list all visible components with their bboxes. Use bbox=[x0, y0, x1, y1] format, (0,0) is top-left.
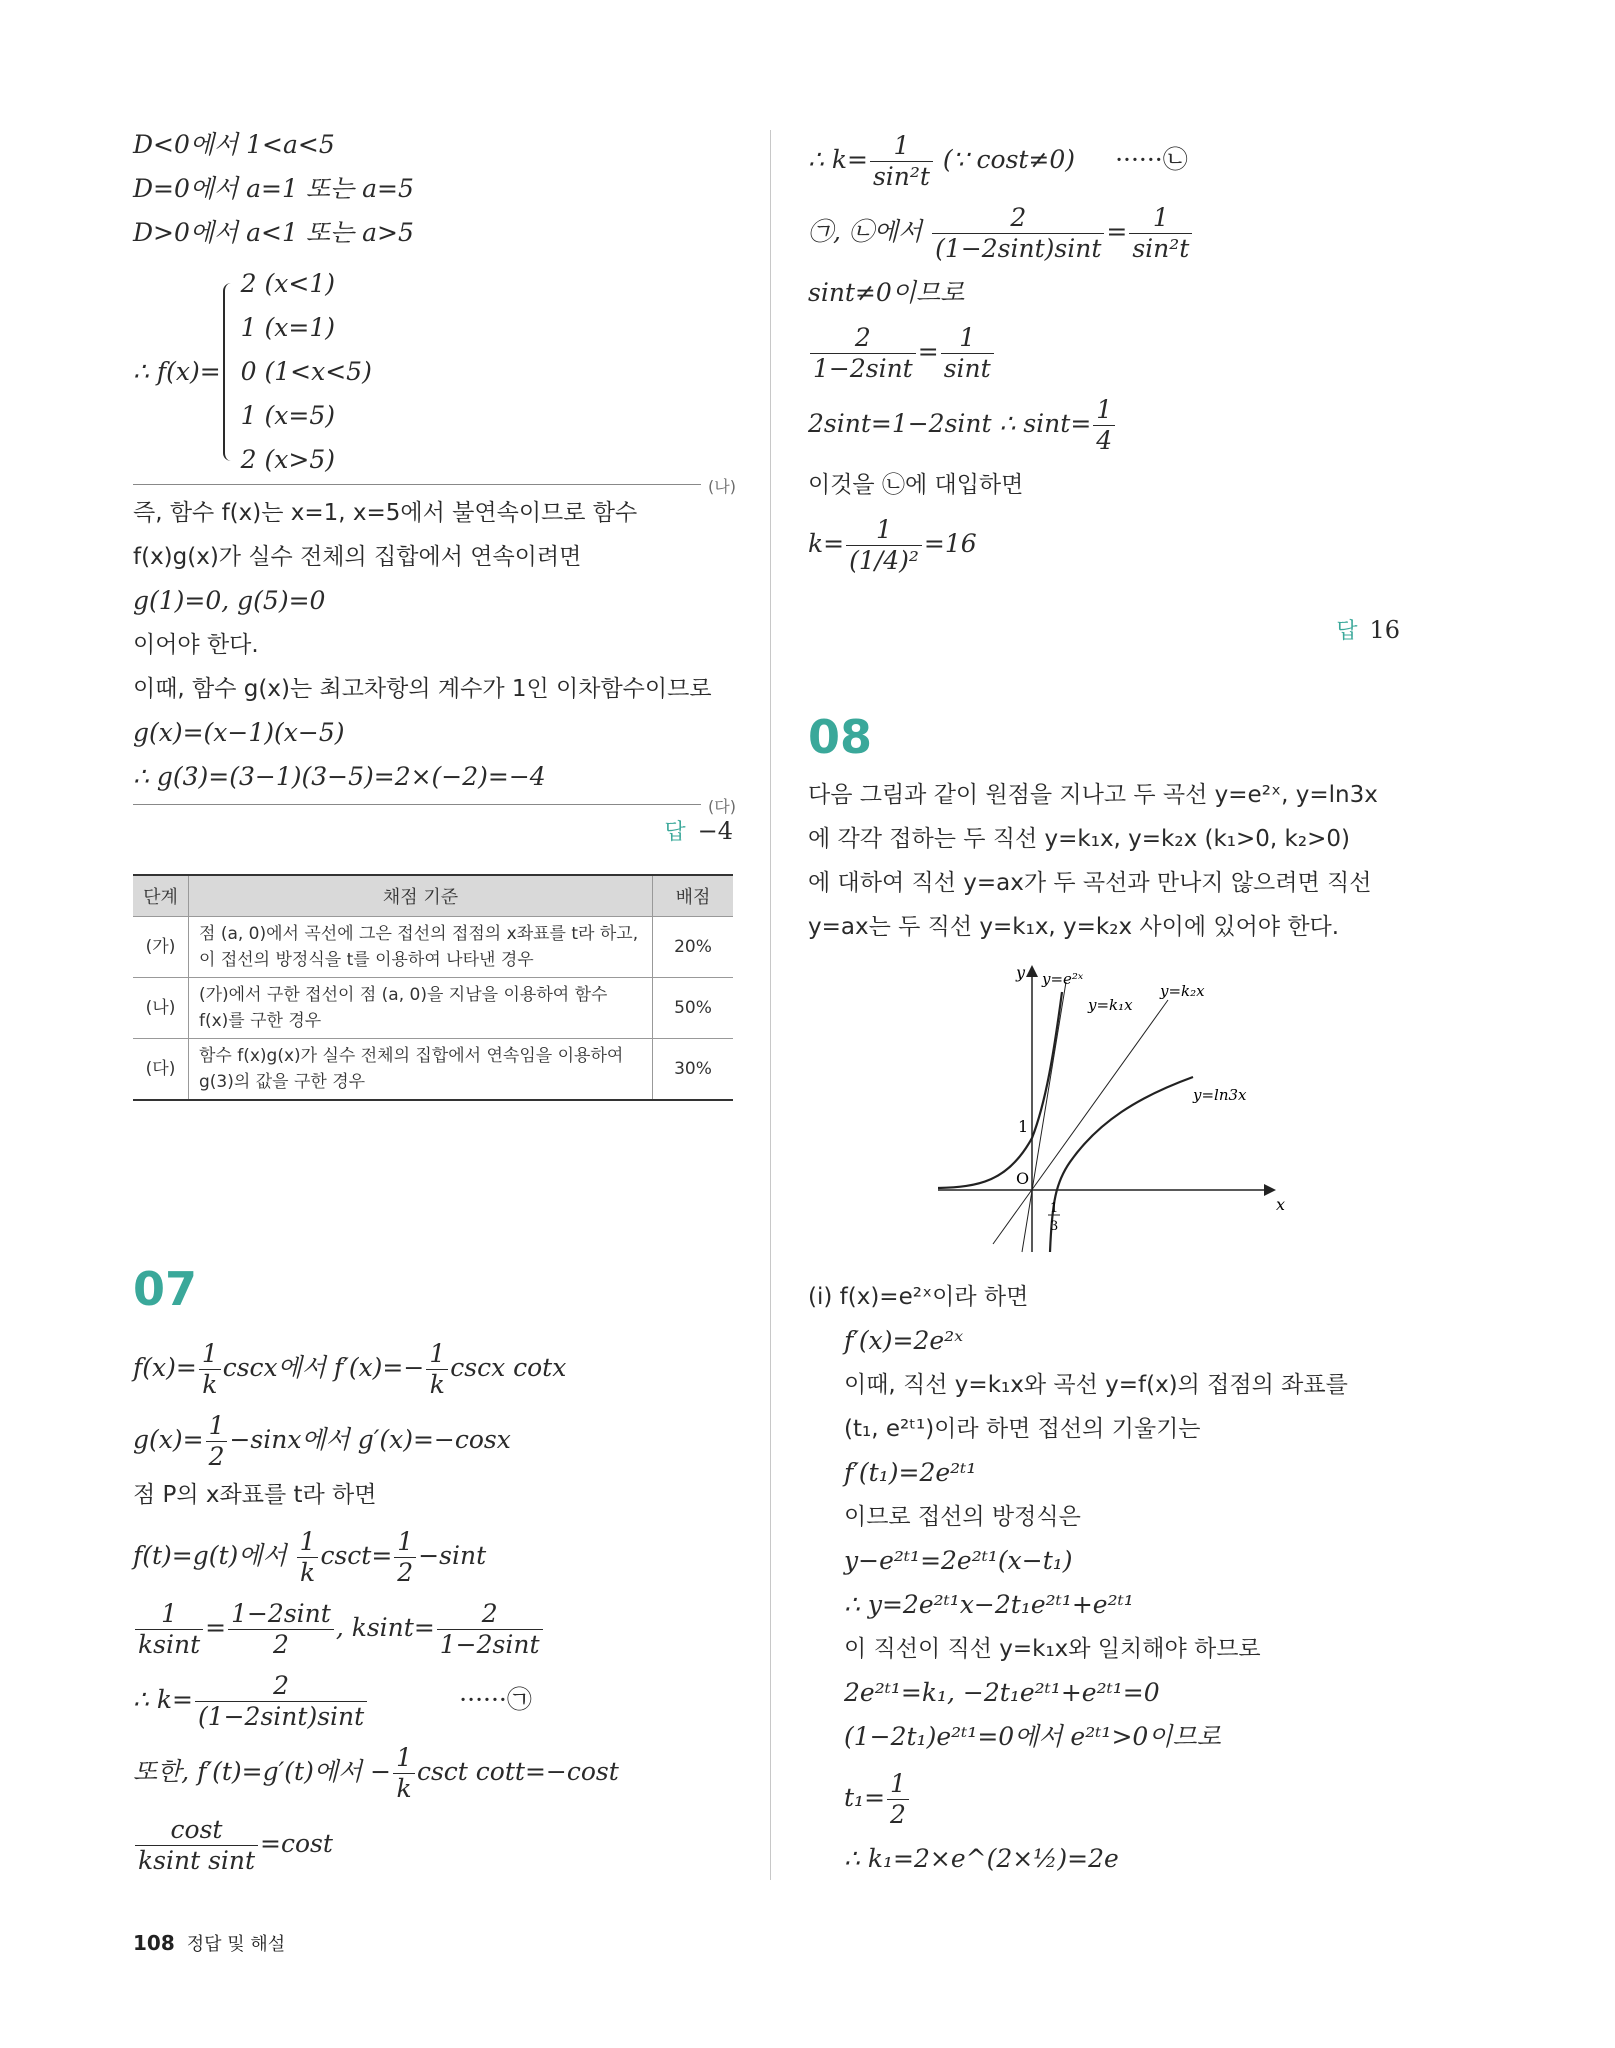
text-line: (1−2t₁)e²ᵗ¹=0에서 e²ᵗ¹>0이므로 bbox=[844, 1722, 1221, 1751]
table-row bbox=[133, 917, 733, 978]
case: 2 (x<1) bbox=[240, 269, 335, 298]
text-line: g(1)=0, g(5)=0 bbox=[133, 586, 326, 615]
text-line: 즉, 함수 f(x)는 x=1, x=5에서 불연속이므로 함수 bbox=[133, 500, 638, 526]
header-score: 배점 bbox=[653, 875, 734, 917]
text-line: sint≠0이므로 bbox=[808, 278, 965, 307]
section-number: 07 bbox=[133, 1262, 198, 1316]
origin-label: O bbox=[1016, 1169, 1030, 1188]
table-row bbox=[133, 1039, 733, 1101]
cell-score: 20% bbox=[653, 917, 734, 978]
cell-score: 50% bbox=[653, 978, 734, 1039]
table-row bbox=[133, 978, 733, 1039]
x-axis-label: x bbox=[1276, 1195, 1286, 1214]
text-line: f′(x)=2e²ˣ bbox=[844, 1326, 964, 1355]
column-divider bbox=[770, 130, 771, 1880]
text-line: y−e²ᵗ¹=2e²ᵗ¹(x−t₁) bbox=[844, 1546, 1073, 1575]
case: 0 (1<x<5) bbox=[240, 357, 372, 386]
cell-step: (나) bbox=[133, 978, 189, 1039]
log-curve bbox=[1050, 1077, 1193, 1252]
cell-criteria: 함수 f(x)g(x)가 실수 전체의 집합에서 연속임을 이용하여 g(3)의 값을 구한 경우 bbox=[189, 1039, 653, 1101]
text-line: 이어야 한다. bbox=[133, 632, 259, 658]
text-line: 2e²ᵗ¹=k₁, −2t₁e²ᵗ¹+e²ᵗ¹=0 bbox=[844, 1678, 1160, 1707]
piecewise-definition bbox=[133, 262, 372, 482]
equation-line: $\frac{2}{1-2\sin t}$ = $\frac{1}{\sin t}$ bbox=[808, 322, 996, 384]
exp-curve-label: y=e²ˣ bbox=[1042, 970, 1084, 988]
text-line: 이 직선이 직선 y=k₁x와 일치해야 하므로 bbox=[844, 1636, 1261, 1662]
cell-step: (가) bbox=[133, 917, 189, 978]
step-mark: (다) bbox=[708, 797, 736, 816]
page-number: 108 bbox=[133, 1931, 175, 1955]
equation-line: $\frac{1}{ksint}$ = $\frac{1-2\sin t}{2}$ , ksint= $\frac{2}{1-2\sin t}$ bbox=[133, 1598, 545, 1660]
text-line: 다음 그림과 같이 원점을 지나고 두 곡선 y=e²ˣ, y=ln3x bbox=[808, 782, 1378, 808]
third-num: 1 bbox=[1050, 1201, 1059, 1216]
equation-line: f(t)=g(t)에서 $\frac{1}{k}$ csct= $\frac{1}{2}$ −sint bbox=[133, 1527, 487, 1587]
line-k1 bbox=[1022, 982, 1066, 1252]
step-separator bbox=[133, 484, 701, 485]
equation-line: ∴ k= $\frac{2}{(1-2\sin t)\sin t}$ ······㉠ bbox=[133, 1671, 532, 1731]
text-line: f′(t₁)=2e²ᵗ¹ bbox=[844, 1458, 977, 1487]
header-criteria: 채점 기준 bbox=[189, 875, 653, 917]
curve-graph bbox=[938, 962, 1298, 1262]
answer bbox=[1336, 614, 1400, 645]
step-separator bbox=[133, 804, 701, 805]
section-number: 08 bbox=[808, 710, 873, 764]
k1-line-label: y=k₁x bbox=[1088, 996, 1133, 1014]
third-den: 3 bbox=[1050, 1219, 1059, 1234]
text-line: ∴ k₁=2×e^(2×½)=2e bbox=[844, 1844, 1119, 1873]
text-line: g(x)=(x−1)(x−5) bbox=[133, 718, 345, 747]
case: 1 (x=5) bbox=[240, 401, 335, 430]
equation-line: t₁= $\frac{1}{2}$ bbox=[844, 1768, 911, 1830]
exp-curve bbox=[938, 992, 1062, 1188]
y-axis-label: y bbox=[1016, 963, 1026, 982]
footer-title: 정답 및 해설 bbox=[186, 1934, 286, 1955]
text-line: 이때, 직선 y=k₁x와 곡선 y=f(x)의 접점의 좌표를 bbox=[844, 1372, 1348, 1398]
cell-score: 30% bbox=[653, 1039, 734, 1101]
text-line: 에 각각 접하는 두 직선 y=k₁x, y=k₂x (k₁>0, k₂>0) bbox=[808, 826, 1350, 852]
table-header bbox=[133, 875, 733, 917]
answer-label: 답 bbox=[1336, 619, 1358, 644]
equation-line: ㉠, ㉡에서 $\frac{2}{(1-2\sin t)\sin t}$ = $\frac{1}{\text{sin²t}}$ bbox=[808, 202, 1194, 264]
answer-label: 답 bbox=[664, 820, 686, 845]
text-line: D>0에서 a<1 또는 a>5 bbox=[133, 218, 414, 247]
answer bbox=[664, 815, 733, 846]
text-line: ∴ g(3)=(3−1)(3−5)=2×(−2)=−4 bbox=[133, 762, 546, 791]
header-step: 단계 bbox=[133, 875, 189, 917]
text-line: 이것을 ㉡에 대입하면 bbox=[808, 472, 1024, 498]
k2-line-label: y=k₂x bbox=[1160, 982, 1205, 1000]
y-intercept-label: 1 bbox=[1018, 1117, 1029, 1136]
equation-line: g(x)= $\frac{1}{2}$ −sinx에서 g′(x)=−cosx bbox=[133, 1411, 511, 1471]
cell-criteria: (가)에서 구한 접선이 점 (a, 0)을 지남을 이용하여 함수 f(x)를 구한 경우 bbox=[189, 978, 653, 1039]
grading-table bbox=[133, 874, 733, 1101]
equation-line: $\frac{\cos t}{\text{ksint sint}}$ =cost bbox=[133, 1814, 333, 1876]
cell-step: (다) bbox=[133, 1039, 189, 1101]
text-line: 에 대하여 직선 y=ax가 두 곡선과 만나지 않으려면 직선 bbox=[808, 870, 1372, 896]
text-line: (t₁, e²ᵗ¹)이라 하면 접선의 기울기는 bbox=[844, 1416, 1201, 1442]
equation-line: f(x)= $\frac{1}{k}$ cscx에서 f′(x)=− $\frac{1}{k}$ cscx cotx bbox=[133, 1339, 567, 1399]
equation-line: 또한, f′(t)=g′(t)에서 − $\frac{1}{k}$ csct cott=−cost bbox=[133, 1743, 619, 1803]
piecewise-lhs: ∴ f(x)= bbox=[133, 357, 221, 386]
text-line: D<0에서 1<a<5 bbox=[133, 130, 335, 159]
page-footer bbox=[133, 1930, 285, 1956]
cell-criteria: 점 (a, 0)에서 곡선에 그은 접선의 접점의 x좌표를 t라 하고, 이 접선의 방정식을 t를 이용하여 나타낸 경우 bbox=[189, 917, 653, 978]
equation-line: k= $\frac{1}{\text{(1/4)²}}$ =16 bbox=[808, 515, 977, 575]
step-mark: (나) bbox=[708, 477, 736, 496]
answer-value: 16 bbox=[1369, 616, 1400, 644]
text-line: 이므로 접선의 방정식은 bbox=[844, 1504, 1081, 1530]
text-line: f(x)g(x)가 실수 전체의 집합에서 연속이려면 bbox=[133, 544, 582, 570]
text-line: y=ax는 두 직선 y=k₁x, y=k₂x 사이에 있어야 한다. bbox=[808, 914, 1340, 940]
equation-line: ∴ k= $\frac{1}{\text{sin²t}}$ (∵ cost≠0) ······㉡ bbox=[808, 131, 1188, 191]
text-line: ∴ y=2e²ᵗ¹x−2t₁e²ᵗ¹+e²ᵗ¹ bbox=[844, 1590, 1134, 1619]
text-line: (i) f(x)=e²ˣ이라 하면 bbox=[808, 1284, 1029, 1310]
case: 1 (x=1) bbox=[240, 313, 335, 342]
piecewise-cases bbox=[241, 262, 372, 482]
text-line: D=0에서 a=1 또는 a=5 bbox=[133, 174, 414, 203]
text-line: 이때, 함수 g(x)는 최고차항의 계수가 1인 이차함수이므로 bbox=[133, 676, 712, 702]
equation-line: 2sint=1−2sint ∴ sint= $\frac{1}{4}$ bbox=[808, 394, 1117, 456]
log-curve-label: y=ln3x bbox=[1193, 1086, 1247, 1104]
case: 2 (x>5) bbox=[240, 445, 335, 474]
brace bbox=[223, 283, 235, 461]
answer-value: −4 bbox=[697, 817, 733, 845]
text-line: 점 P의 x좌표를 t라 하면 bbox=[133, 1482, 377, 1508]
